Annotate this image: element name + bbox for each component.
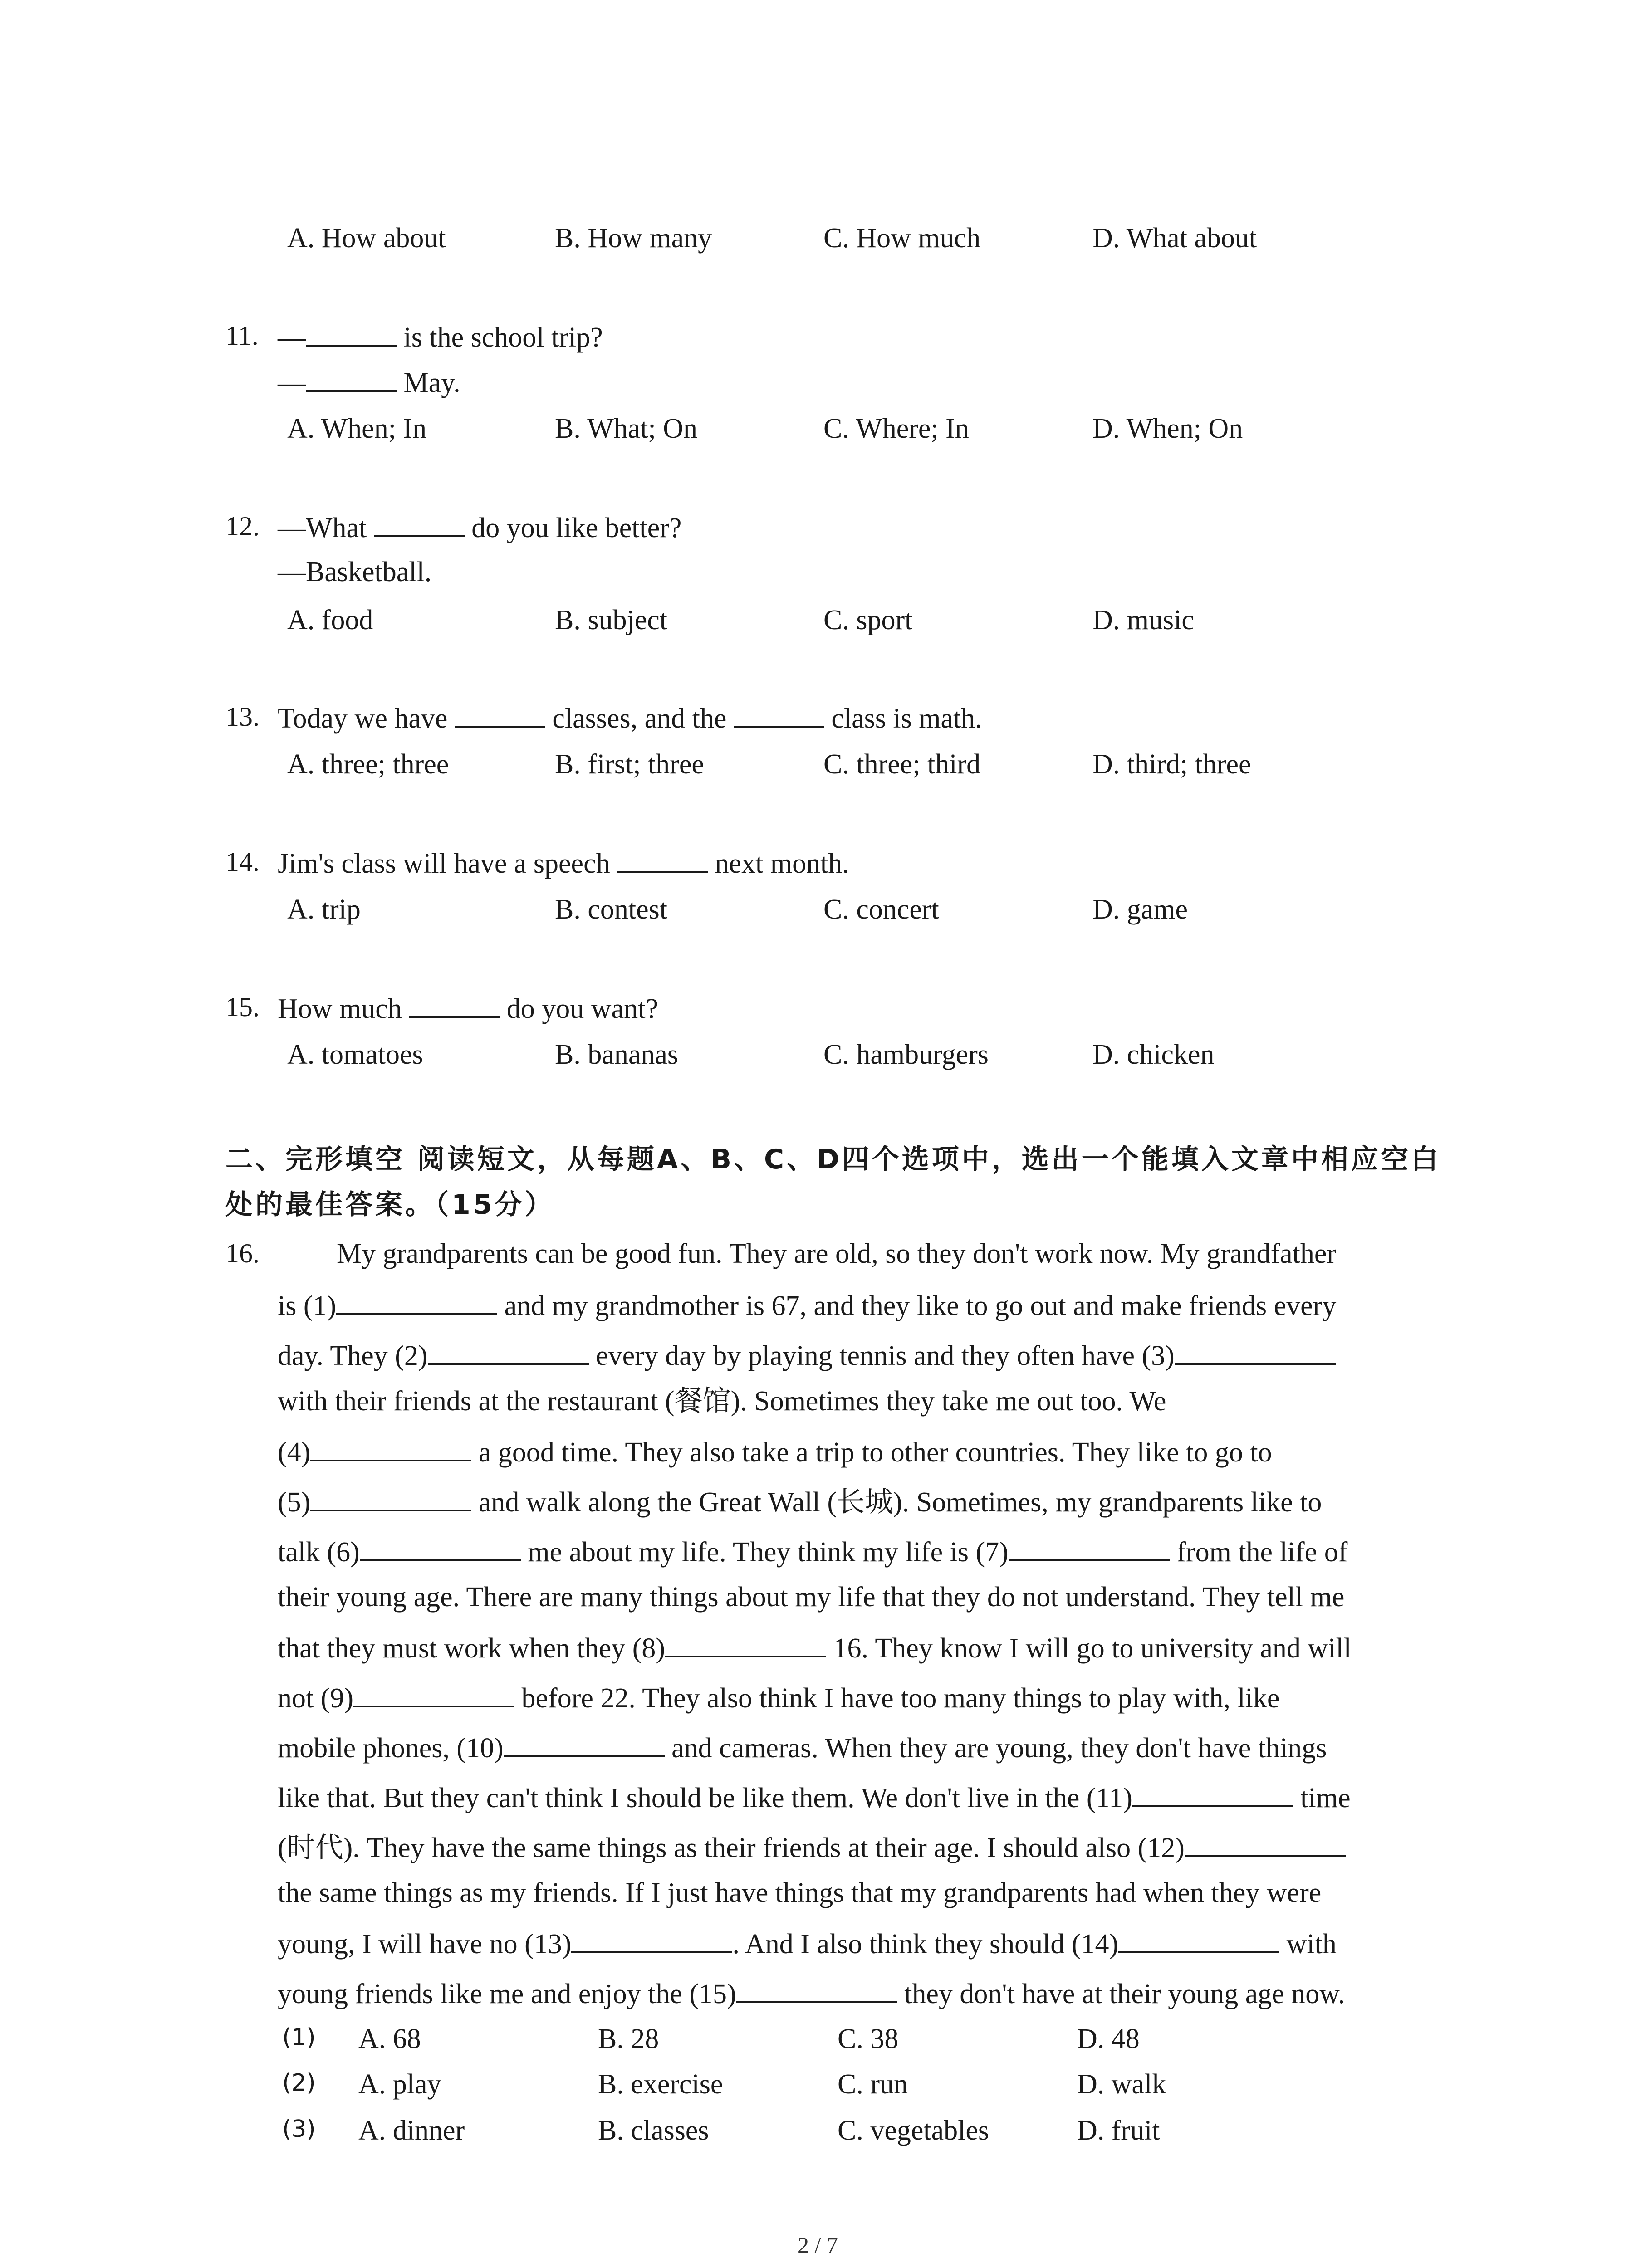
- q12-line1: —What do you like better?: [278, 513, 682, 543]
- q15-blank: [409, 993, 500, 1018]
- passage-line: [337, 1240, 1336, 1268]
- q13-line: Today we have classes, and the class is math.: [278, 703, 982, 734]
- q14-blank: [617, 848, 708, 873]
- passage-text: . And I also think they should (14): [732, 1929, 1119, 1960]
- passage-line: [278, 1537, 1347, 1566]
- passage-text: talk (6): [278, 1537, 360, 1568]
- q11-line1: — is the school trip?: [278, 322, 603, 353]
- q16-sub2-option-a: A. play: [358, 2069, 441, 2100]
- q16-sub2-label: (2): [282, 2069, 316, 2097]
- q13-blank-2: [734, 703, 824, 728]
- passage-text: with: [1279, 1929, 1337, 1960]
- passage-blank: [736, 1979, 897, 2003]
- q10-option-c: C. How much: [823, 223, 981, 254]
- passage-line: [278, 1683, 1279, 1712]
- passage-line: [278, 1783, 1351, 1812]
- passage-blank: [310, 1487, 471, 1511]
- q15-number: 15.: [225, 992, 260, 1022]
- q11-number: 11.: [225, 321, 259, 351]
- passage-line: [278, 1929, 1337, 1958]
- q11-option-d: D. When; On: [1092, 413, 1243, 444]
- q10-option-d: D. What about: [1092, 223, 1257, 254]
- passage-blank: [310, 1437, 471, 1461]
- q16-sub3-option-d: D. fruit: [1077, 2115, 1160, 2146]
- passage-text: the same things as my friends. If I just have things that my grandparents had when they were: [278, 1877, 1322, 1908]
- q14-option-d: D. game: [1092, 894, 1188, 925]
- passage-blank: [360, 1537, 521, 1561]
- passage-line: [278, 1979, 1345, 2008]
- passage-line: [278, 1340, 1336, 1370]
- passage-text: a good time. They also take a trip to other countries. They like to go to: [471, 1437, 1272, 1468]
- q14-option-b: B. contest: [555, 894, 667, 925]
- passage-blank: [1175, 1340, 1336, 1365]
- q16-sub1-option-b: B. 28: [598, 2024, 659, 2054]
- q16-sub2-option-b: B. exercise: [598, 2069, 723, 2100]
- passage-line: [278, 1487, 1322, 1516]
- passage-text: young, I will have no (13): [278, 1929, 572, 1960]
- passage-text: is (1): [278, 1290, 337, 1321]
- passage-blank: [1118, 1929, 1279, 1953]
- passage-blank: [336, 1290, 497, 1315]
- q12-line2: —Basketball.: [278, 557, 432, 587]
- q15-option-d: D. chicken: [1092, 1039, 1215, 1070]
- q13-option-b: B. first; three: [555, 749, 704, 780]
- q15-option-c: C. hamburgers: [823, 1039, 989, 1070]
- q16-sub3-option-c: C. vegetables: [838, 2115, 989, 2146]
- q16-sub1-option-a: A. 68: [358, 2024, 421, 2054]
- q16-sub1-label: (1): [282, 2024, 316, 2051]
- section-heading-line2: 处的最佳答案。（15分）: [225, 1189, 555, 1221]
- q12-option-a: A. food: [287, 605, 373, 635]
- q13-option-c: C. three; third: [823, 749, 981, 780]
- passage-text: (5): [278, 1487, 311, 1518]
- passage-blank: [665, 1633, 826, 1657]
- passage-line: [278, 1833, 1346, 1862]
- q11-option-b: B. What; On: [555, 413, 697, 444]
- passage-text: and my grandmother is 67, and they like to go out and make friends every: [497, 1290, 1337, 1321]
- passage-blank: [571, 1929, 732, 1953]
- passage-line: [278, 1633, 1352, 1662]
- passage-text: that they must work when they (8): [278, 1633, 666, 1664]
- passage-text: day. They (2): [278, 1340, 428, 1371]
- passage-text: like that. But they can't think I should be like them. We don't live in the (11): [278, 1783, 1132, 1813]
- q12-option-c: C. sport: [823, 605, 913, 635]
- passage-blank: [428, 1340, 589, 1365]
- q13-option-d: D. third; three: [1092, 749, 1251, 780]
- q16-sub3-option-a: A. dinner: [358, 2115, 465, 2146]
- q11-blank-2: [306, 367, 397, 392]
- q11-option-a: A. When; In: [287, 413, 427, 444]
- q16-sub1-option-c: C. 38: [838, 2024, 899, 2054]
- passage-text: they don't have at their young age now.: [897, 1979, 1345, 2009]
- passage-line: [278, 1879, 1321, 1907]
- passage-text: me about my life. They think my life is (7): [520, 1537, 1009, 1568]
- q16-sub3-option-b: B. classes: [598, 2115, 709, 2146]
- q11-line2: — May.: [278, 367, 460, 398]
- section-heading-line1: 二、完形填空 阅读短文，从每题A、B、C、D四个选项中，选出一个能填入文章中相应空白: [225, 1144, 1441, 1175]
- q10-option-b: B. How many: [555, 223, 712, 254]
- passage-text: their young age. There are many things about my life that they do not understand. They tell me: [278, 1582, 1345, 1613]
- q15-option-a: A. tomatoes: [287, 1039, 423, 1070]
- passage-text: with their friends at the restaurant (餐馆). Sometimes they take me out too. We: [278, 1386, 1166, 1417]
- q14-line: Jim's class will have a speech next month.: [278, 848, 849, 879]
- passage-text: mobile phones, (10): [278, 1733, 504, 1764]
- page-number: 2 / 7: [798, 2232, 838, 2258]
- q15-option-b: B. bananas: [555, 1039, 679, 1070]
- q15-line: How much do you want?: [278, 993, 658, 1024]
- passage-blank: [504, 1733, 665, 1757]
- q11-blank-1: [306, 322, 397, 347]
- passage-text: 16. They know I will go to university and will: [826, 1633, 1352, 1664]
- q12-option-b: B. subject: [555, 605, 667, 635]
- q14-number: 14.: [225, 847, 260, 877]
- passage-blank: [353, 1683, 514, 1707]
- passage-line: [278, 1387, 1166, 1415]
- passage-line: [278, 1290, 1336, 1320]
- q12-option-d: D. music: [1092, 605, 1194, 635]
- q13-number: 13.: [225, 702, 260, 732]
- q13-blank-1: [455, 703, 545, 728]
- passage-text: My grandparents can be good fun. They are old, so they don't work now. My grandfather: [337, 1238, 1336, 1269]
- q12-number: 12.: [225, 511, 260, 541]
- q13-option-a: A. three; three: [287, 749, 449, 780]
- passage-text: (4): [278, 1437, 311, 1468]
- passage-blank: [1009, 1537, 1170, 1561]
- passage-text: every day by playing tennis and they often have (3): [588, 1340, 1175, 1371]
- q10-option-a: A. How about: [287, 223, 446, 254]
- passage-line: [278, 1733, 1327, 1762]
- passage-text: young friends like me and enjoy the (15): [278, 1979, 736, 2009]
- passage-line: [278, 1437, 1272, 1466]
- q11-option-c: C. Where; In: [823, 413, 969, 444]
- passage-text: not (9): [278, 1683, 354, 1714]
- q16-number: 16.: [225, 1238, 260, 1268]
- q16-sub2-option-c: C. run: [838, 2069, 908, 2100]
- passage-blank: [1185, 1833, 1346, 1857]
- q16-sub1-option-d: D. 48: [1077, 2024, 1140, 2054]
- passage-text: from the life of: [1169, 1537, 1348, 1568]
- q16-sub3-label: (3): [282, 2116, 316, 2143]
- q14-option-c: C. concert: [823, 894, 939, 925]
- passage-blank: [1132, 1783, 1293, 1807]
- q14-option-a: A. trip: [287, 894, 361, 925]
- q12-blank: [374, 513, 465, 537]
- passage-text: and cameras. When they are young, they don't have things: [664, 1733, 1327, 1764]
- passage-text: (时代). They have the same things as their friends at their age. I should also (12): [278, 1833, 1185, 1863]
- passage-text: and walk along the Great Wall (长城). Sometimes, my grandparents like to: [471, 1487, 1322, 1518]
- passage-text: before 22. They also think I have too many things to play with, like: [514, 1683, 1280, 1714]
- passage-text: time: [1293, 1783, 1351, 1813]
- passage-line: [278, 1583, 1344, 1611]
- q16-sub2-option-d: D. walk: [1077, 2069, 1166, 2100]
